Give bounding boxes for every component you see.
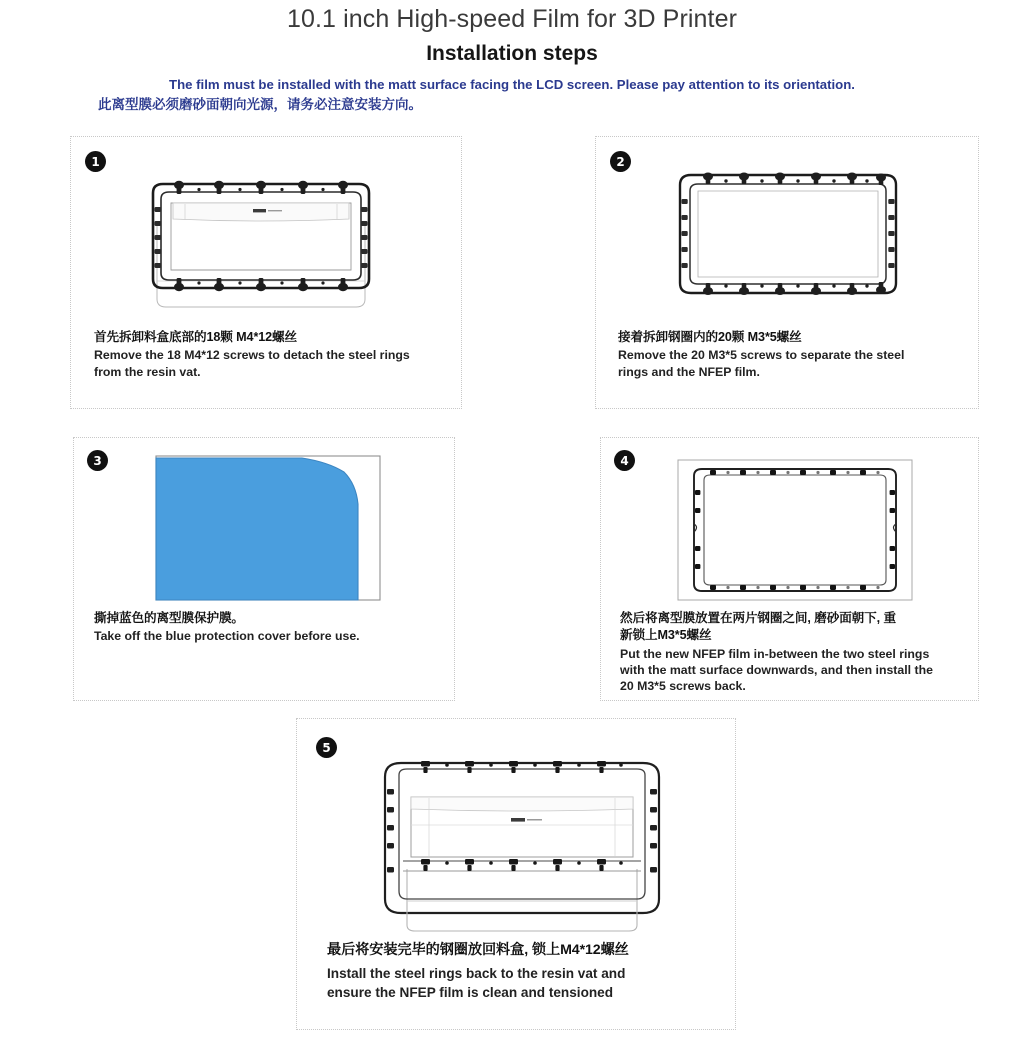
caption-line: 20 M3*5 screws back. bbox=[620, 679, 746, 694]
step-caption-3-cn: 撕掉蓝色的离型膜保护膜。 bbox=[94, 611, 244, 625]
figure-resin-vat-with-steel-ring bbox=[141, 163, 381, 318]
step-caption-5 bbox=[327, 941, 727, 1002]
step-number-badge-3: 3 bbox=[87, 450, 108, 471]
step-panel-3 bbox=[73, 437, 455, 701]
nfep-film-sheet bbox=[678, 460, 912, 600]
step-caption-2-cn: 接着拆卸钢圈内的20颗 M3*5螺丝 bbox=[618, 330, 802, 344]
caption-line: 新锁上M3*5螺丝 bbox=[620, 628, 712, 643]
step-panel-4 bbox=[600, 437, 979, 701]
step-caption-2 bbox=[618, 329, 968, 380]
step-caption-1-en bbox=[94, 347, 446, 380]
step-panel-2 bbox=[595, 136, 979, 409]
page-title: 10.1 inch High-speed Film for 3D Printer bbox=[286, 5, 738, 33]
page-header bbox=[0, 0, 1024, 114]
step-panel-1 bbox=[70, 136, 462, 409]
step-number-badge-4: 4 bbox=[614, 450, 635, 471]
caption-line: Remove the 18 M4*12 screws to detach the steel rings bbox=[94, 348, 410, 363]
step-caption-2-en bbox=[618, 347, 968, 380]
figure-steel-ring-with-nfep-film bbox=[674, 454, 916, 606]
step-caption-3-en bbox=[94, 628, 444, 644]
step-panel-5 bbox=[296, 718, 736, 1030]
figure-assembled-resin-vat bbox=[377, 749, 667, 934]
step-caption-5-cn: 最后将安装完毕的钢圈放回料盒, 锁上M4*12螺丝 bbox=[327, 942, 629, 958]
step-caption-4-cn bbox=[620, 610, 970, 645]
film-logo-mark bbox=[511, 818, 542, 822]
step-caption-5-en bbox=[327, 964, 727, 1003]
caption-line: from the resin vat. bbox=[94, 364, 201, 379]
caption-line: Put the new NFEP film in-between the two steel rings bbox=[620, 646, 930, 661]
orientation-notice-cn: 此离型膜必须磨砂面朝向光源，请务必注意安装方向。 bbox=[98, 96, 422, 112]
caption-line: with the matt surface downwards, and then install the bbox=[620, 663, 933, 678]
blue-cover-shape bbox=[156, 458, 358, 600]
step-caption-1 bbox=[94, 329, 446, 380]
caption-line: 然后将离型膜放置在两片钢圈之间, 磨砂面朝下, 重 bbox=[620, 611, 896, 625]
page-subtitle: Installation steps bbox=[426, 42, 598, 66]
step-caption-4 bbox=[620, 610, 970, 695]
step-caption-4-en bbox=[620, 646, 970, 695]
step-number-badge-1: 1 bbox=[85, 151, 106, 172]
figure-steel-ring-frame bbox=[668, 159, 908, 309]
orientation-notice-en: The film must be installed with the matt surface facing the LCD screen. Please pay attention to its orientation. bbox=[169, 77, 855, 93]
caption-line: Remove the 20 M3*5 screws to separate the steel bbox=[618, 348, 905, 363]
step-number-badge-5: 5 bbox=[316, 737, 337, 758]
step-caption-3 bbox=[94, 610, 444, 645]
caption-line: Install the steel rings back to the resin vat and bbox=[327, 965, 626, 981]
caption-line: rings and the NFEP film. bbox=[618, 364, 760, 379]
orientation-notice bbox=[0, 75, 1024, 114]
caption-line: ensure the NFEP film is clean and tensioned bbox=[327, 984, 614, 1000]
step-caption-1-cn: 首先拆卸料盒底部的18颗 M4*12螺丝 bbox=[94, 330, 298, 344]
step-number-badge-2: 2 bbox=[610, 151, 631, 172]
screw-heads-sides bbox=[682, 199, 895, 268]
figure-blue-protection-film bbox=[152, 452, 384, 604]
caption-line: Take off the blue protection cover before use. bbox=[94, 629, 360, 644]
